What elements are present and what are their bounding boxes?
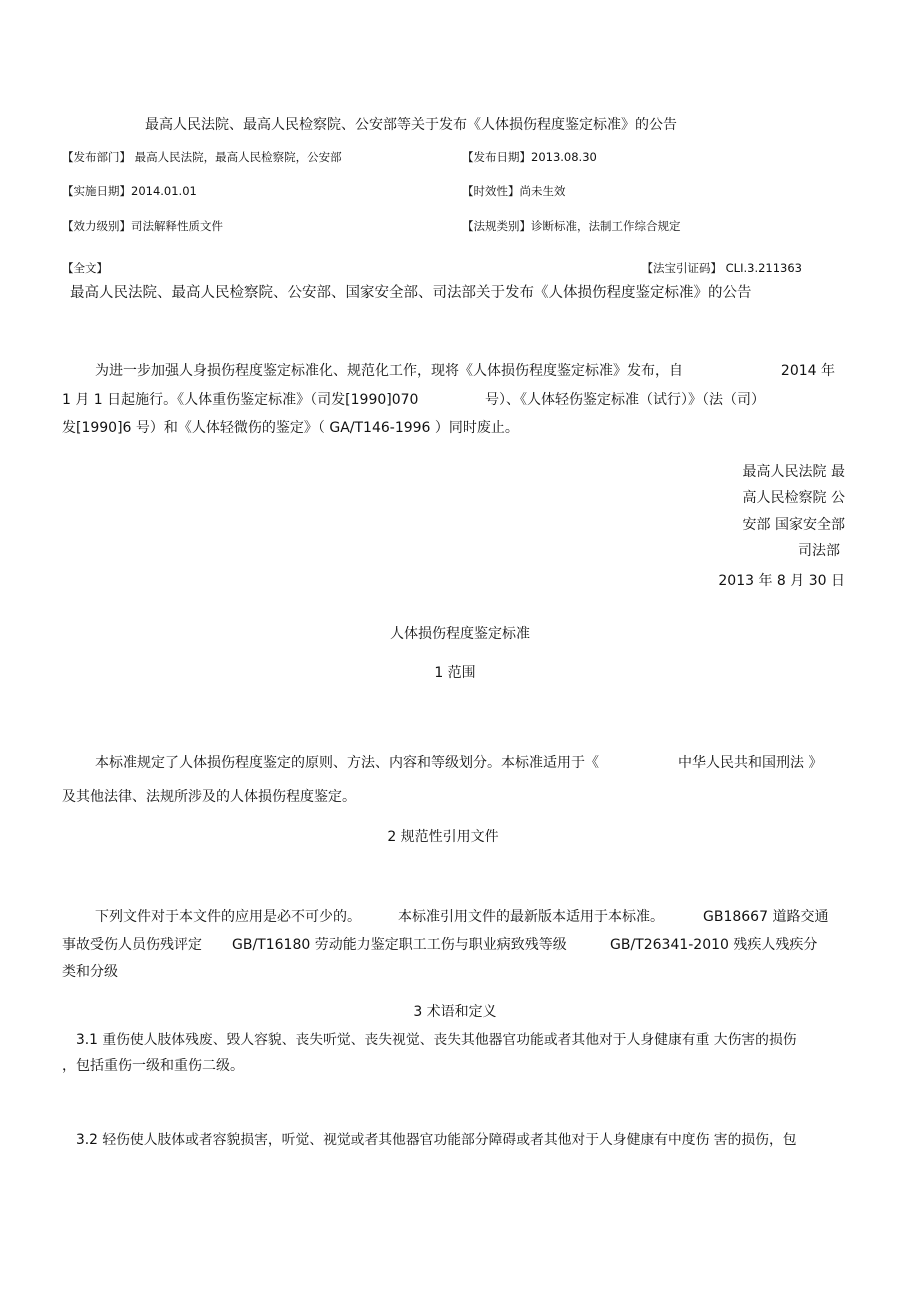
sec2-line: GB18667 道路交通 <box>703 909 829 925</box>
sec2-line: 类和分级 <box>62 964 118 980</box>
meta-validity: 【时效性】尚未生效 <box>462 184 566 198</box>
para1-line: 号）、《人体轻伤鉴定标准（试行）》（法（司） <box>485 392 765 408</box>
sec1-line: 及其他法律、法规所涉及的人体损伤程度鉴定。 <box>62 789 356 805</box>
signature-line: 司法部 <box>798 543 840 559</box>
sec3-line: ，包括重伤一级和重伤二级。 <box>62 1058 244 1074</box>
sign-date: 2013 年 8 月 30 日 <box>718 573 845 589</box>
signature-line: 最高人民法院 最 <box>742 464 845 480</box>
meta-cite-code: 【法宝引证码】 CLI.3.211363 <box>641 261 802 275</box>
meta-impl-date: 【实施日期】2014.01.01 <box>62 184 197 198</box>
para1-line: 发[1990]6 号）和《人体轻微伤的鉴定》（ GA/T146-1996 ）同时废止。 <box>62 420 519 436</box>
doc-title: 最高人民法院、最高人民检察院、公安部、国家安全部、司法部关于发布《人体损伤程度鉴定标准》的公告 <box>70 285 752 301</box>
sec1-line: 本标准规定了人体损伤程度鉴定的原则、方法、内容和等级划分。本标准适用于《 <box>95 755 599 771</box>
meta-dept: 【发布部门】 最高人民法院，最高人民检察院，公安部 <box>62 150 342 164</box>
signature-line: 安部 国家安全部 <box>742 517 845 533</box>
sec2-line: 本标准引用文件的最新版本适用于本标准。 <box>398 909 664 925</box>
meta-category: 【法规类别】诊断标准，法制工作综合规定 <box>462 219 681 233</box>
standard-title: 人体损伤程度鉴定标准 <box>390 626 530 642</box>
sec1-line: 中华人民共和国刑法 》 <box>678 755 823 771</box>
meta-level: 【效力级别】司法解释性质文件 <box>62 219 223 233</box>
header-title: 最高人民法院、最高人民检察院、公安部等关于发布《人体损伤程度鉴定标准》的公告 <box>145 117 677 133</box>
sec3-line: 3.1 重伤使人肢体残废、毁人容貌、丧失听觉、丧失视觉、丧失其他器官功能或者其他对于人身健康有重 大伤害的损伤 <box>76 1032 797 1048</box>
signature-line: 高人民检察院 公 <box>742 490 845 506</box>
sec2-line: 事故受伤人员伤残评定 <box>62 937 202 953</box>
para1-line: 为进一步加强人身损伤程度鉴定标准化、规范化工作，现将《人体损伤程度鉴定标准》发布，自 <box>95 363 683 379</box>
sec2-line: GB/T16180 劳动能力鉴定职工工伤与职业病致残等级 <box>232 937 567 953</box>
para1-line: 2014 年 <box>780 363 835 379</box>
sec2-line: 下列文件对于本文件的应用是必不可少的。 <box>95 909 361 925</box>
section-3-title: 3 术语和定义 <box>413 1004 497 1020</box>
sec3-line: 3.2 轻伤使人肢体或者容貌损害，听觉、视觉或者其他器官功能部分障碍或者其他对于人身健康有中度伤 害的损伤，包 <box>76 1132 797 1148</box>
section-1-title: 1 范围 <box>434 665 476 681</box>
meta-fulltext: 【全文】 <box>62 261 108 275</box>
section-2-title: 2 规范性引用文件 <box>387 829 499 845</box>
meta-pub-date: 【发布日期】2013.08.30 <box>462 150 597 164</box>
para1-line: 1 月 1 日起施行。《人体重伤鉴定标准》（司发[1990]070 <box>62 392 419 408</box>
sec2-line: GB/T26341-2010 残疾人残疾分 <box>610 937 818 953</box>
